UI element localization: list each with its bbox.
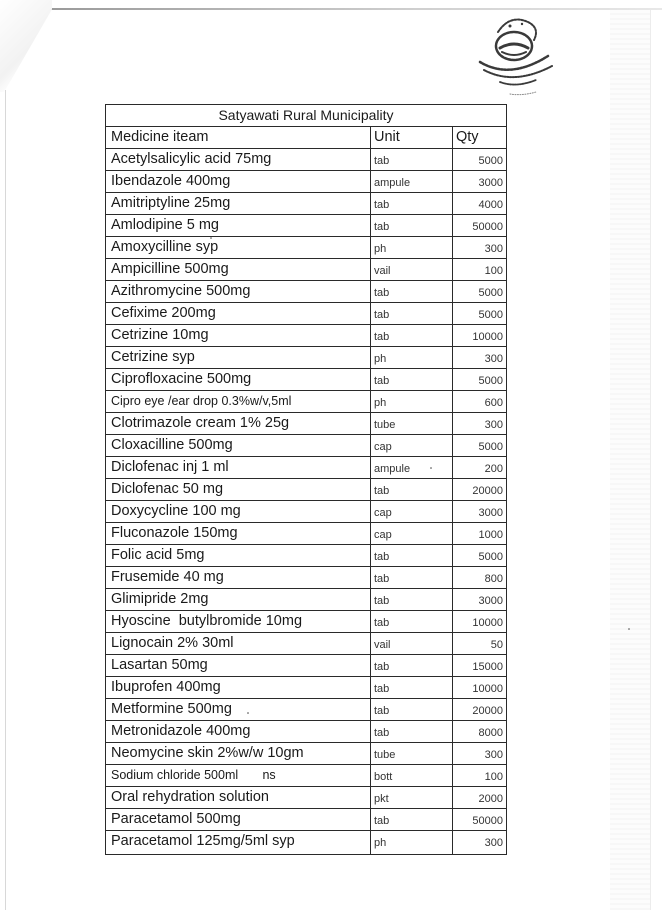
table-row xyxy=(106,435,506,457)
column-header-medicine: Medicine iteam xyxy=(106,127,371,148)
scan-speck xyxy=(210,237,212,239)
qty-cell: 5000 xyxy=(478,287,503,300)
unit-cell: ph xyxy=(371,237,453,258)
qty-cell: 3000 xyxy=(478,177,503,190)
medicine-name-cell: Paracetamol 500mg xyxy=(106,809,371,830)
qty-cell: 5000 xyxy=(478,441,503,454)
unit-cell: tab xyxy=(371,567,453,588)
unit-cell: tab xyxy=(371,149,453,170)
unit-cell: bott xyxy=(371,765,453,786)
page-edge-right xyxy=(650,10,651,910)
qty-cell: 4000 xyxy=(478,199,503,212)
qty-cell: 5000 xyxy=(478,155,503,167)
medicine-name-cell: Hyoscine butylbromide 10mg xyxy=(106,611,371,632)
unit-cell: tab xyxy=(371,589,453,610)
medicine-name-cell: Ibuprofen 400mg xyxy=(106,677,371,698)
unit-cell: cap xyxy=(371,435,453,456)
table-row xyxy=(106,281,506,303)
medicine-name-cell: Cloxacilline 500mg xyxy=(106,435,371,456)
medicine-name-cell: Cipro eye /ear drop 0.3%w/v,5ml xyxy=(106,391,371,412)
qty-cell: 3000 xyxy=(478,595,503,608)
unit-cell: tab xyxy=(371,611,453,632)
unit-cell: ph xyxy=(371,391,453,412)
qty-cell: 200 xyxy=(484,463,503,476)
medicine-name-cell: Doxycycline 100 mg xyxy=(106,501,371,522)
table-row xyxy=(106,193,506,215)
medicine-name-cell: Ampicilline 500mg xyxy=(106,259,371,280)
qty-cell: 3000 xyxy=(478,507,503,520)
medicine-name-cell: Oral rehydration solution xyxy=(106,787,371,808)
medicine-name-cell: Sodium chloride 500ml ns xyxy=(106,765,371,786)
table-row xyxy=(106,765,506,787)
unit-cell: tab xyxy=(371,369,453,390)
unit-cell: cap xyxy=(371,501,453,522)
medicine-name-cell: Ciprofloxacine 500mg xyxy=(106,369,371,390)
scan-noise xyxy=(610,10,650,910)
table-row xyxy=(106,237,506,259)
column-header-unit: Unit xyxy=(371,127,453,148)
qty-cell: 20000 xyxy=(472,705,503,718)
unit-cell: tab xyxy=(371,193,453,214)
table-row xyxy=(106,259,506,281)
qty-cell: 5000 xyxy=(478,375,503,388)
qty-cell: 5000 xyxy=(478,551,503,564)
medicine-name-cell: Amoxycilline syp xyxy=(106,237,371,258)
page-edge-left xyxy=(5,90,6,910)
medicine-name-cell: Frusemide 40 mg xyxy=(106,567,371,588)
medicine-name-cell: Azithromycine 500mg xyxy=(106,281,371,302)
qty-cell: 300 xyxy=(484,243,503,256)
qty-cell: 800 xyxy=(484,573,503,586)
column-header-qty: Qty xyxy=(456,129,479,145)
qty-cell: 300 xyxy=(484,749,503,762)
qty-cell: 10000 xyxy=(472,331,503,344)
table-row xyxy=(106,831,506,853)
medicine-name-cell: Lasartan 50mg xyxy=(106,655,371,676)
unit-cell: vail xyxy=(371,633,453,654)
qty-cell: 10000 xyxy=(472,683,503,696)
qty-cell: 600 xyxy=(484,397,503,410)
table-title: Satyawati Rural Municipality xyxy=(106,105,506,127)
table-row xyxy=(106,699,506,721)
medicine-name-cell: Metronidazole 400mg xyxy=(106,721,371,742)
unit-cell: tab xyxy=(371,809,453,830)
unit-cell: tab xyxy=(371,325,453,346)
table-header-row xyxy=(106,127,506,149)
unit-cell: ph xyxy=(371,347,453,368)
qty-cell: 8000 xyxy=(478,727,503,740)
scan-speck xyxy=(247,712,249,714)
unit-cell: ampule xyxy=(371,171,453,192)
medicine-name-cell: Diclofenac inj 1 ml xyxy=(106,457,371,478)
qty-cell: 100 xyxy=(484,265,503,278)
page-edge-top xyxy=(48,8,662,10)
qty-cell: 15000 xyxy=(472,661,503,674)
table-row xyxy=(106,655,506,677)
medicine-name-cell: Clotrimazole cream 1% 25g xyxy=(106,413,371,434)
table-row xyxy=(106,567,506,589)
table-row xyxy=(106,369,506,391)
official-seal-icon xyxy=(470,12,570,107)
qty-cell: 300 xyxy=(484,419,503,432)
table-row xyxy=(106,413,506,435)
table-row xyxy=(106,391,506,413)
medicine-table xyxy=(105,104,507,855)
medicine-name-cell: Neomycine skin 2%w/w 10gm xyxy=(106,743,371,764)
table-row xyxy=(106,721,506,743)
table-row xyxy=(106,809,506,831)
qty-cell: 300 xyxy=(484,353,503,366)
medicine-name-cell: Acetylsalicylic acid 75mg xyxy=(106,149,371,170)
unit-cell: tab xyxy=(371,677,453,698)
table-row xyxy=(106,215,506,237)
unit-cell: tab xyxy=(371,281,453,302)
medicine-name-cell: Fluconazole 150mg xyxy=(106,523,371,544)
medicine-name-cell: Cetrizine 10mg xyxy=(106,325,371,346)
unit-cell: tab xyxy=(371,303,453,324)
unit-cell: ampule xyxy=(371,457,453,478)
medicine-name-cell: Metformine 500mg xyxy=(106,699,371,720)
table-row xyxy=(106,479,506,501)
qty-cell: 2000 xyxy=(478,793,503,806)
table-row xyxy=(106,523,506,545)
unit-cell: vail xyxy=(371,259,453,280)
table-row xyxy=(106,171,506,193)
unit-cell: tab xyxy=(371,699,453,720)
table-row xyxy=(106,589,506,611)
qty-cell: 50 xyxy=(490,639,503,652)
medicine-name-cell: Diclofenac 50 mg xyxy=(106,479,371,500)
medicine-name-cell: Cefixime 200mg xyxy=(106,303,371,324)
qty-cell: 50000 xyxy=(472,221,503,234)
unit-cell: tube xyxy=(371,743,453,764)
medicine-name-cell: Cetrizine syp xyxy=(106,347,371,368)
unit-cell: tube xyxy=(371,413,453,434)
medicine-name-cell: Paracetamol 125mg/5ml syp xyxy=(106,831,371,853)
medicine-name-cell: Lignocain 2% 30ml xyxy=(106,633,371,654)
qty-cell: 1000 xyxy=(478,529,503,542)
qty-cell: 10000 xyxy=(472,617,503,630)
qty-cell: 50000 xyxy=(472,815,503,828)
table-row xyxy=(106,303,506,325)
table-row xyxy=(106,787,506,809)
unit-cell: tab xyxy=(371,479,453,500)
table-row xyxy=(106,325,506,347)
unit-cell: tab xyxy=(371,721,453,742)
table-row xyxy=(106,347,506,369)
table-row xyxy=(106,611,506,633)
unit-cell: cap xyxy=(371,523,453,544)
medicine-name-cell: Ibendazole 400mg xyxy=(106,171,371,192)
scan-speck xyxy=(628,628,630,630)
page-folded-corner xyxy=(0,0,52,92)
medicine-name-cell: Folic acid 5mg xyxy=(106,545,371,566)
table-row xyxy=(106,677,506,699)
unit-cell: pkt xyxy=(371,787,453,808)
unit-cell: ph xyxy=(371,831,453,853)
medicine-name-cell: Glimipride 2mg xyxy=(106,589,371,610)
qty-cell: 300 xyxy=(484,837,503,850)
table-row xyxy=(106,743,506,765)
table-row xyxy=(106,457,506,479)
unit-cell: tab xyxy=(371,545,453,566)
medicine-name-cell: Amlodipine 5 mg xyxy=(106,215,371,236)
unit-cell: tab xyxy=(371,655,453,676)
table-row xyxy=(106,501,506,523)
table-row xyxy=(106,545,506,567)
qty-cell: 5000 xyxy=(478,309,503,322)
unit-cell: tab xyxy=(371,215,453,236)
medicine-name-cell: Amitriptyline 25mg xyxy=(106,193,371,214)
table-row xyxy=(106,633,506,655)
qty-cell: 100 xyxy=(484,771,503,784)
scan-speck xyxy=(430,467,432,469)
table-row xyxy=(106,149,506,171)
qty-cell: 20000 xyxy=(472,485,503,498)
